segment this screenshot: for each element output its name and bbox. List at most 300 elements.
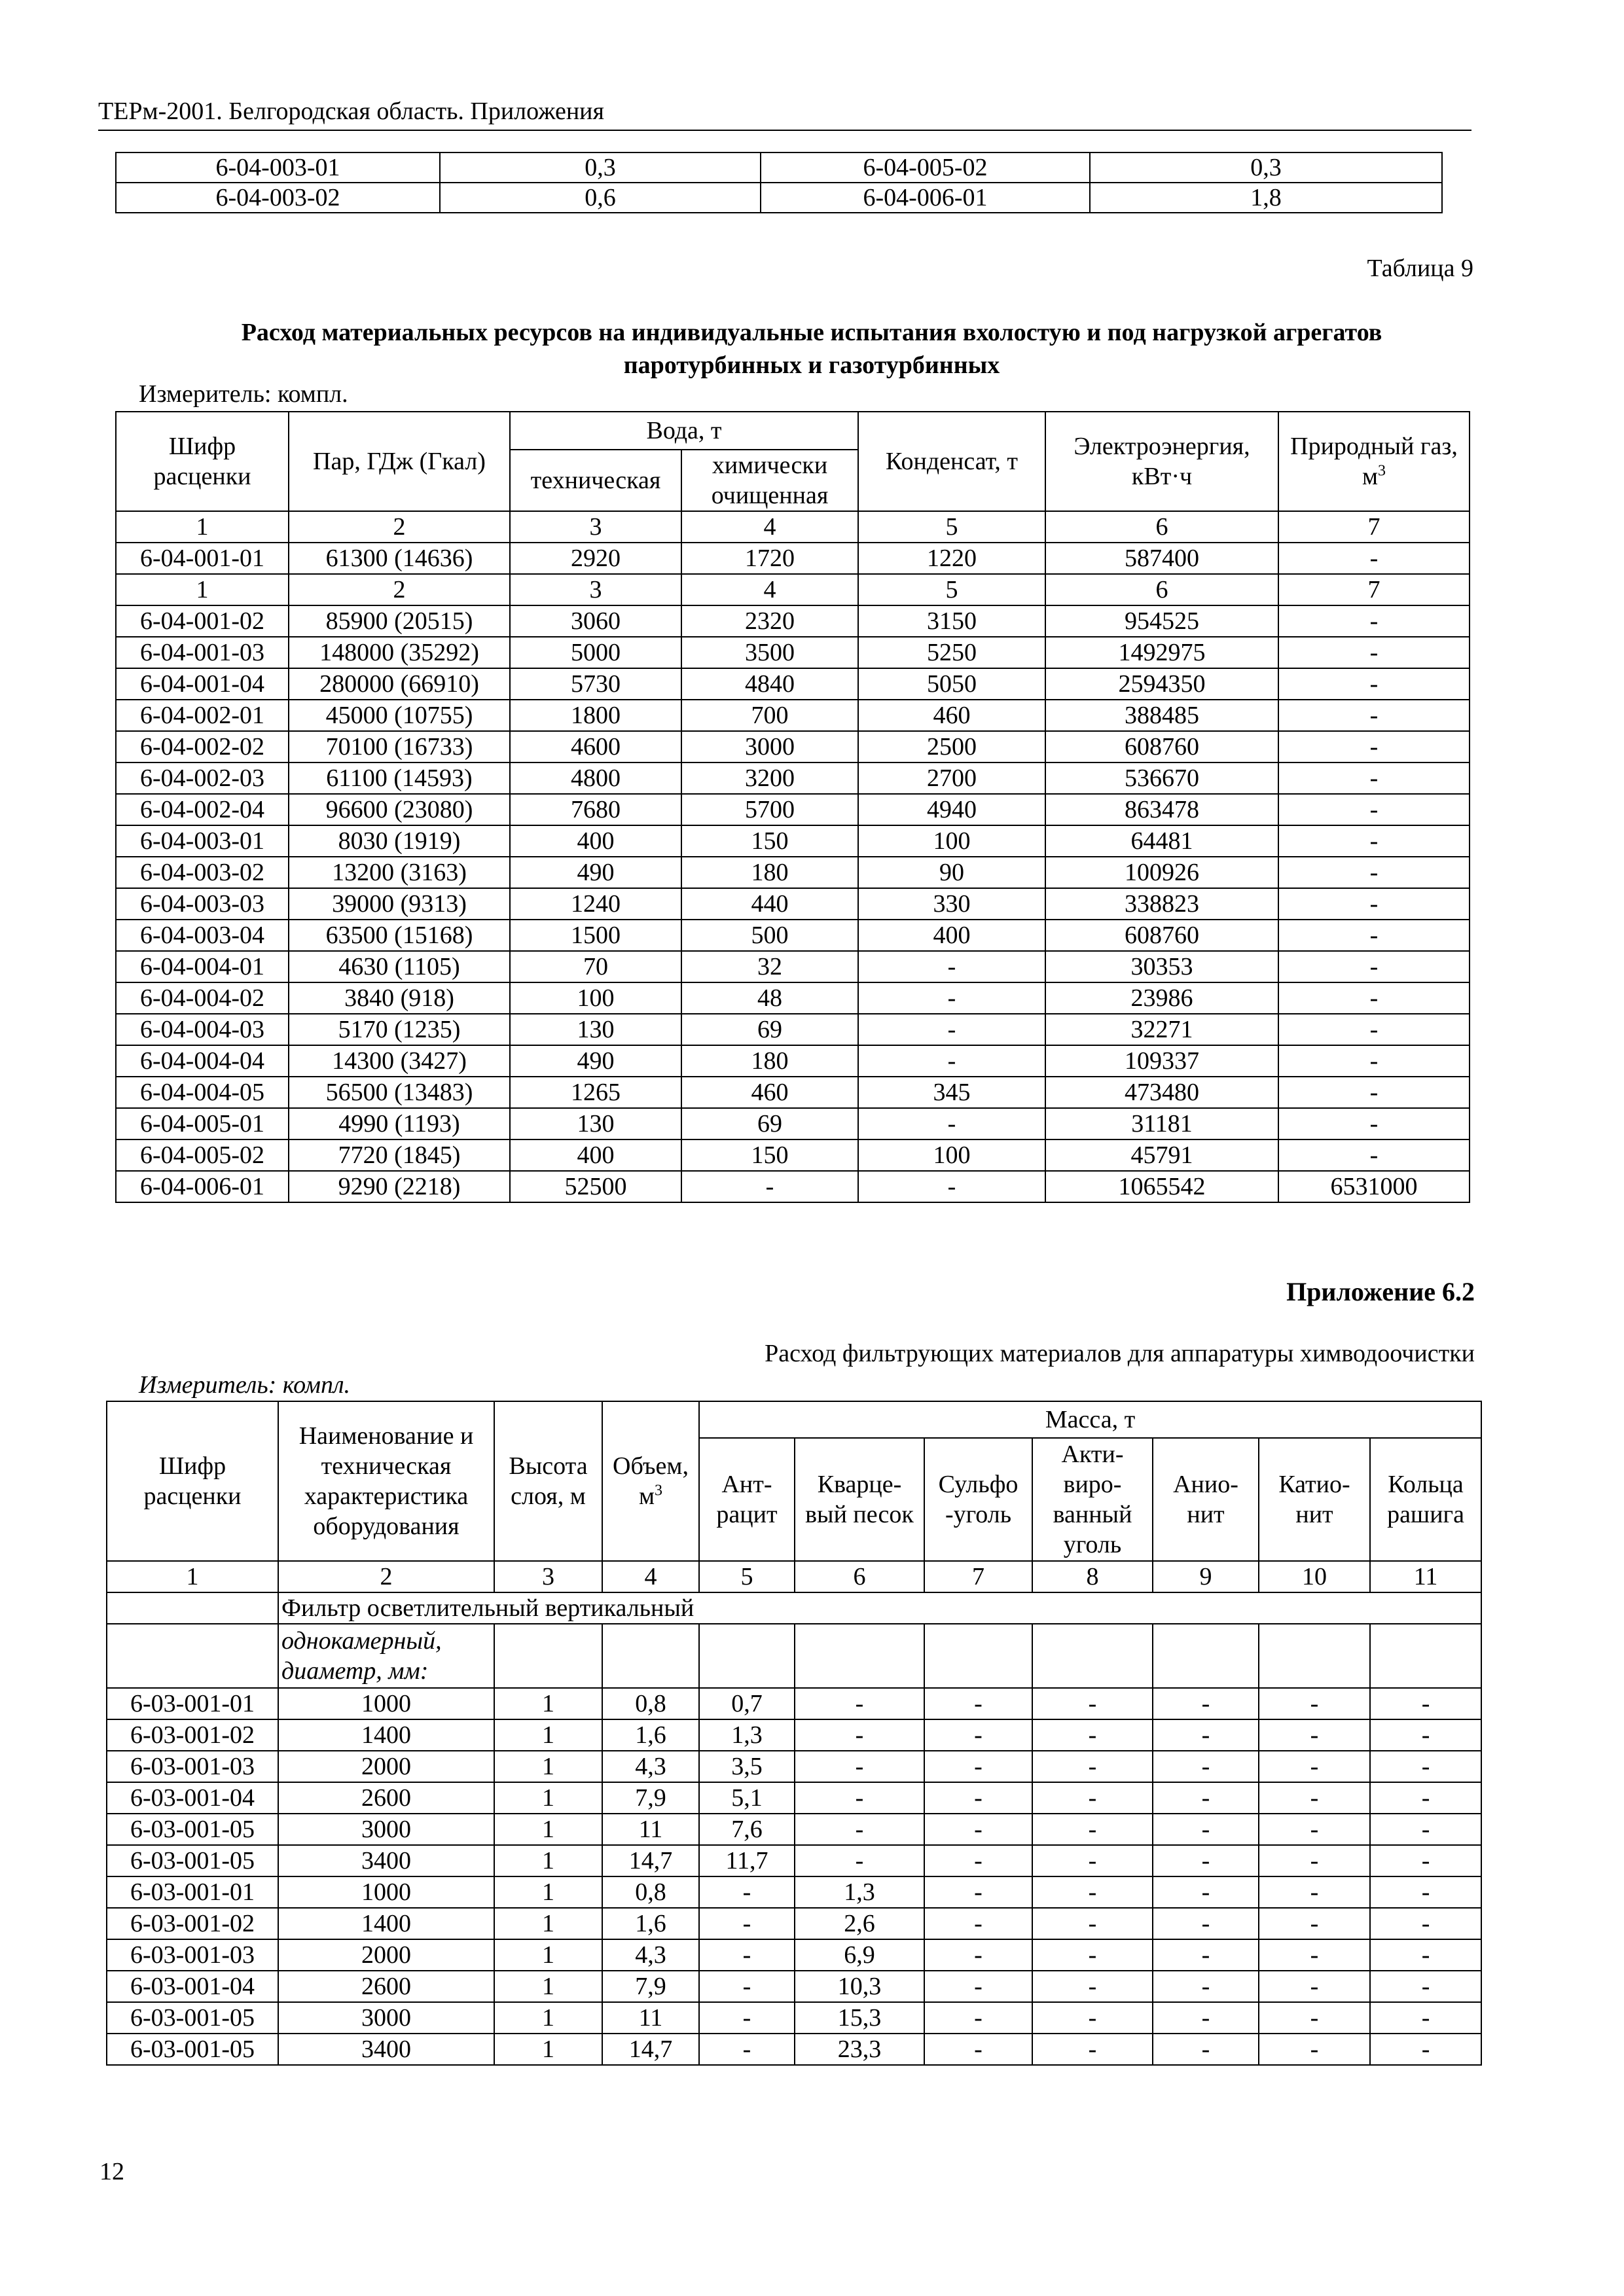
table-cell: 6,9 (795, 1939, 924, 1971)
table-row (116, 731, 1470, 762)
table-cell: 6-04-001-01 (116, 543, 289, 574)
table-cell: 7720 (1845) (289, 1139, 510, 1171)
section-empty-cell (1032, 1624, 1153, 1688)
table-row (107, 1939, 1481, 1971)
table-cell: 13200 (3163) (289, 857, 510, 888)
header-rule (98, 130, 1471, 131)
table-cell: 3,5 (699, 1751, 795, 1782)
section-empty-cell (795, 1624, 924, 1688)
table-cell: 490 (510, 1045, 681, 1077)
table-cell: - (924, 1908, 1032, 1939)
table-cell: - (1259, 1751, 1370, 1782)
table-cell: 1220 (858, 543, 1045, 574)
table-cell: 32271 (1045, 1014, 1278, 1045)
table-cell: 3400 (278, 1845, 494, 1876)
table-cell: 45791 (1045, 1139, 1278, 1171)
table-cell: 1,8 (1090, 183, 1442, 213)
table-cell: 6-03-001-05 (107, 2034, 278, 2065)
table-cell: - (1278, 605, 1470, 637)
table-cell: - (924, 2002, 1032, 2034)
table-cell: 4,3 (602, 1751, 699, 1782)
table-cell: 180 (681, 857, 858, 888)
table-cell: 1800 (510, 700, 681, 731)
table-cell: - (1259, 2034, 1370, 2065)
table-cell: - (1153, 1939, 1259, 1971)
table-cell: - (1259, 1876, 1370, 1908)
table-cell: 2000 (278, 1751, 494, 1782)
table-cell: - (858, 1045, 1045, 1077)
table-cell: 2500 (858, 731, 1045, 762)
table-cell: 4 (681, 574, 858, 605)
table-cell: 460 (681, 1077, 858, 1108)
table-cell: 6-04-004-03 (116, 1014, 289, 1045)
table-cell: 1492975 (1045, 637, 1278, 668)
table-cell: 6-03-001-04 (107, 1971, 278, 2002)
header-raschig: Кольца рашига (1370, 1438, 1481, 1561)
table-cell: 61100 (14593) (289, 762, 510, 794)
table-cell: 61300 (14636) (289, 543, 510, 574)
table-cell: - (924, 2034, 1032, 2065)
table-cell: 6 (1045, 511, 1278, 543)
table-cell: 5 (699, 1561, 795, 1592)
table-cell: 1000 (278, 1688, 494, 1719)
table-cell: 1 (494, 1751, 602, 1782)
table-cell: - (1032, 1814, 1153, 1845)
table-cell: - (795, 1782, 924, 1814)
table-cell: 15,3 (795, 2002, 924, 2034)
table-cell: 6-04-002-02 (116, 731, 289, 762)
header-mass: Масса, т (699, 1401, 1481, 1438)
table-cell: 1,3 (795, 1876, 924, 1908)
table-cell: 7 (1278, 511, 1470, 543)
table-cell: 954525 (1045, 605, 1278, 637)
table-cell: 7 (1278, 574, 1470, 605)
table-cell: 7,9 (602, 1782, 699, 1814)
table-cell: - (858, 1171, 1045, 1202)
table-cell: - (1259, 1688, 1370, 1719)
table-row (116, 1014, 1470, 1045)
table-cell: 1 (116, 574, 289, 605)
table-cell: 863478 (1045, 794, 1278, 825)
table-row (116, 543, 1470, 574)
table-cell: - (1153, 1908, 1259, 1939)
header-name: Наименование и техническая характеристика оборудования (278, 1401, 494, 1561)
table-row (116, 605, 1470, 637)
table-cell: - (924, 1782, 1032, 1814)
table-cell: - (1032, 1751, 1153, 1782)
table-cell: - (1370, 1814, 1481, 1845)
table-title-line-1: Расход материальных ресурсов на индивидуальные испытания вхолостую и под нагрузкой агрегатов (241, 319, 1382, 346)
table-cell: 3200 (681, 762, 858, 794)
table-cell: 6-04-003-01 (116, 825, 289, 857)
table-cell: - (795, 1845, 924, 1876)
filter-materials-numbering (107, 1561, 1481, 1592)
table-cell: - (924, 1939, 1032, 1971)
table-cell: - (1032, 1939, 1153, 1971)
table-cell: - (1032, 1908, 1153, 1939)
table-cell: - (1278, 1139, 1470, 1171)
table-cell: 6-03-001-03 (107, 1751, 278, 1782)
section-note-line-2: диаметр, мм: (281, 1657, 429, 1685)
resources-table-body (116, 511, 1470, 1202)
table-cell: 4,3 (602, 1939, 699, 1971)
header-code: Шифр расценки (116, 412, 289, 511)
table-cell: - (858, 951, 1045, 982)
table-cell: 6-04-003-02 (116, 183, 440, 213)
table-cell: - (681, 1171, 858, 1202)
table-cell: - (858, 1108, 1045, 1139)
table-cell: 400 (510, 1139, 681, 1171)
appendix-title: Приложение 6.2 (1286, 1277, 1475, 1306)
table-cell: 587400 (1045, 543, 1278, 574)
table-cell: - (1370, 1845, 1481, 1876)
table-cell: 338823 (1045, 888, 1278, 920)
table-cell: 1,6 (602, 1908, 699, 1939)
table-cell: 6-03-001-02 (107, 1908, 278, 1939)
meter-label-2: Измеритель: компл. (139, 1371, 351, 1399)
table-cell: 6-04-004-05 (116, 1077, 289, 1108)
table-cell: - (1278, 700, 1470, 731)
table-cell: - (1278, 982, 1470, 1014)
table-cell: - (1278, 825, 1470, 857)
appendix-subtitle: Расход фильтрующих материалов для аппаратуры химводоочистки (765, 1340, 1475, 1367)
table-cell: - (1259, 1908, 1370, 1939)
table-cell: - (1032, 1688, 1153, 1719)
table-cell: 5,1 (699, 1782, 795, 1814)
table-cell: 2320 (681, 605, 858, 637)
table-row (116, 574, 1470, 605)
table-cell: 7680 (510, 794, 681, 825)
table-cell: 3 (494, 1561, 602, 1592)
table-cell: 608760 (1045, 920, 1278, 951)
header-water-chem: химически очищенная (681, 450, 858, 511)
running-header: ТЕРм-2001. Белгородская область. Приложения (98, 98, 604, 125)
table-cell: 180 (681, 1045, 858, 1077)
table-cell: - (1278, 543, 1470, 574)
table-cell: - (699, 2002, 795, 2034)
table-cell: - (1278, 857, 1470, 888)
table-cell: 4840 (681, 668, 858, 700)
table-cell: - (1370, 1782, 1481, 1814)
table-cell: - (1032, 2034, 1153, 2065)
table-cell: - (1153, 1688, 1259, 1719)
table-label: Таблица 9 (1367, 255, 1473, 282)
table-cell: 6-03-001-05 (107, 1845, 278, 1876)
table-cell: 6-04-003-02 (116, 857, 289, 888)
column-numbering-row (107, 1561, 1481, 1592)
resources-table-header (116, 412, 1470, 511)
table-cell: 3000 (278, 1814, 494, 1845)
table-cell: 6-03-001-01 (107, 1688, 278, 1719)
table-cell: 2594350 (1045, 668, 1278, 700)
table-cell: 10 (1259, 1561, 1370, 1592)
section-empty-cell (924, 1624, 1032, 1688)
table-cell: - (1370, 2002, 1481, 2034)
table-cell: 1400 (278, 1908, 494, 1939)
table-cell: - (1259, 1971, 1370, 2002)
table-cell: 1 (494, 1688, 602, 1719)
table-cell: - (1278, 637, 1470, 668)
table-cell: - (1153, 1814, 1259, 1845)
table-cell: - (699, 1971, 795, 2002)
table-cell: 69 (681, 1108, 858, 1139)
table-cell: 6-04-004-02 (116, 982, 289, 1014)
table-cell: - (1278, 794, 1470, 825)
table-cell: 100 (510, 982, 681, 1014)
table-cell: 1265 (510, 1077, 681, 1108)
table-cell: - (924, 1814, 1032, 1845)
table-cell: - (1370, 1688, 1481, 1719)
section-note (278, 1624, 494, 1688)
table-cell: 6-03-001-01 (107, 1876, 278, 1908)
table-cell: - (699, 1908, 795, 1939)
table-cell: 6-04-005-02 (116, 1139, 289, 1171)
table-cell: 31181 (1045, 1108, 1278, 1139)
table-cell: 3 (510, 574, 681, 605)
table-row (107, 1908, 1481, 1939)
table-row (107, 1814, 1481, 1845)
header-gas-text: Природный газ, м (1290, 433, 1458, 490)
table-cell: 3500 (681, 637, 858, 668)
table-cell: 70100 (16733) (289, 731, 510, 762)
table-cell: - (1370, 2034, 1481, 2065)
continuation-table-body (116, 152, 1442, 213)
meter-label: Измеритель: компл. (139, 380, 348, 408)
table-row (116, 1108, 1470, 1139)
table-cell: - (1278, 888, 1470, 920)
header-gas (1278, 412, 1470, 511)
table-cell: 1 (116, 511, 289, 543)
table-cell: - (699, 1939, 795, 1971)
table-cell: - (1153, 2002, 1259, 2034)
table-cell: 11 (602, 2002, 699, 2034)
table-row (116, 888, 1470, 920)
table-cell: 440 (681, 888, 858, 920)
table-cell: 2 (289, 511, 510, 543)
table-row (116, 637, 1470, 668)
table-cell: 1 (494, 1876, 602, 1908)
table-cell: 4990 (1193) (289, 1108, 510, 1139)
table-cell: 1 (494, 1814, 602, 1845)
table-cell: 6-04-005-01 (116, 1108, 289, 1139)
table-cell: 100926 (1045, 857, 1278, 888)
table-cell: 150 (681, 1139, 858, 1171)
table-cell: 2,6 (795, 1908, 924, 1939)
table-cell: 52500 (510, 1171, 681, 1202)
table-cell: - (1153, 1751, 1259, 1782)
resources-table (115, 411, 1470, 1203)
table-cell: 500 (681, 920, 858, 951)
table-row (116, 700, 1470, 731)
table-cell: 2000 (278, 1939, 494, 1971)
header-steam: Пар, ГДж (Гкал) (289, 412, 510, 511)
table-cell: - (795, 1688, 924, 1719)
table-cell: 7,9 (602, 1971, 699, 2002)
table-cell: 6-04-002-01 (116, 700, 289, 731)
table-cell: 6-03-001-04 (107, 1782, 278, 1814)
table-cell: 0,3 (440, 152, 761, 183)
section-empty-cell (1370, 1624, 1481, 1688)
table-cell: - (1259, 1782, 1370, 1814)
table-cell: - (1153, 1845, 1259, 1876)
table-cell: 700 (681, 700, 858, 731)
table-cell: 39000 (9313) (289, 888, 510, 920)
table-row (107, 1719, 1481, 1751)
table-cell: 2700 (858, 762, 1045, 794)
table-cell: 6-04-006-01 (761, 183, 1090, 213)
table-cell: 0,8 (602, 1876, 699, 1908)
table-row (116, 920, 1470, 951)
table-cell: 148000 (35292) (289, 637, 510, 668)
table-cell: - (1259, 1939, 1370, 1971)
table-cell: - (1032, 1782, 1153, 1814)
table-cell: 6-03-001-05 (107, 1814, 278, 1845)
filter-materials-body (107, 1688, 1481, 2065)
table-cell: 1400 (278, 1719, 494, 1751)
table-cell: 85900 (20515) (289, 605, 510, 637)
table-cell: 6-04-003-01 (116, 152, 440, 183)
table-cell: 345 (858, 1077, 1045, 1108)
table-cell: 5700 (681, 794, 858, 825)
table-cell: 6-04-004-01 (116, 951, 289, 982)
table-cell: - (1278, 951, 1470, 982)
table-cell: 8030 (1919) (289, 825, 510, 857)
section-empty-cell (699, 1624, 795, 1688)
table-cell: 4940 (858, 794, 1045, 825)
table-cell: - (795, 1751, 924, 1782)
table-cell: 6-04-003-03 (116, 888, 289, 920)
table-row (107, 1688, 1481, 1719)
table-row (116, 825, 1470, 857)
filter-materials-table-header (107, 1401, 1481, 1561)
table-cell: - (1259, 1845, 1370, 1876)
table-cell: 1065542 (1045, 1171, 1278, 1202)
table-row (116, 951, 1470, 982)
table-cell: - (1278, 1045, 1470, 1077)
table-cell: 6-04-004-04 (116, 1045, 289, 1077)
table-cell: 9290 (2218) (289, 1171, 510, 1202)
table-cell: 30353 (1045, 951, 1278, 982)
table-cell: 8 (1032, 1561, 1153, 1592)
table-cell: - (1278, 731, 1470, 762)
table-row (116, 1077, 1470, 1108)
table-row (107, 1751, 1481, 1782)
table-cell: 6 (1045, 574, 1278, 605)
table-cell: 1 (494, 1908, 602, 1939)
table-cell: 0,6 (440, 183, 761, 213)
table-cell: 3000 (278, 2002, 494, 2034)
table-cell: - (1032, 1876, 1153, 1908)
header-volume (602, 1401, 699, 1561)
table-row (116, 152, 1442, 183)
table-cell: 490 (510, 857, 681, 888)
table-cell: - (924, 1845, 1032, 1876)
table-cell: 14,7 (602, 1845, 699, 1876)
table-cell: 48 (681, 982, 858, 1014)
table-cell: 400 (510, 825, 681, 857)
table-cell: 130 (510, 1108, 681, 1139)
table-cell: 70 (510, 951, 681, 982)
table-cell: 3150 (858, 605, 1045, 637)
table-cell: 1,6 (602, 1719, 699, 1751)
table-cell: 536670 (1045, 762, 1278, 794)
table-cell: - (1032, 1719, 1153, 1751)
header-code: Шифр расценки (107, 1401, 278, 1561)
section-empty-cell (1259, 1624, 1370, 1688)
table-row (107, 1876, 1481, 1908)
header-electricity: Электроэнергия, кВт·ч (1045, 412, 1278, 511)
table-cell: 45000 (10755) (289, 700, 510, 731)
table-cell: 6531000 (1278, 1171, 1470, 1202)
table-cell: - (924, 1971, 1032, 2002)
table-cell: 4800 (510, 762, 681, 794)
table-row (107, 2002, 1481, 2034)
table-cell: 6-04-001-02 (116, 605, 289, 637)
filter-materials-section (107, 1592, 1481, 1688)
table-cell: 5050 (858, 668, 1045, 700)
table-cell: 1,3 (699, 1719, 795, 1751)
table-cell: 109337 (1045, 1045, 1278, 1077)
table-title (151, 316, 1473, 382)
table-cell: - (1153, 1719, 1259, 1751)
page-number: 12 (99, 2158, 124, 2185)
section-empty-cell (107, 1592, 278, 1624)
section-note-line-1: однокамерный, (281, 1627, 442, 1655)
table-cell: 6-04-001-04 (116, 668, 289, 700)
table-cell: 330 (858, 888, 1045, 920)
header-anthracite: Ант- рацит (699, 1438, 795, 1561)
table-cell: 1 (494, 1939, 602, 1971)
header-condensate: Конденсат, т (858, 412, 1045, 511)
table-cell: - (1278, 920, 1470, 951)
table-cell: 5000 (510, 637, 681, 668)
table-cell: 0,8 (602, 1688, 699, 1719)
table-row (107, 1971, 1481, 2002)
table-cell: - (1370, 1939, 1481, 1971)
table-cell: 4600 (510, 731, 681, 762)
table-cell: 130 (510, 1014, 681, 1045)
table-cell: 6-04-002-04 (116, 794, 289, 825)
table-cell: - (924, 1688, 1032, 1719)
table-cell: - (858, 1014, 1045, 1045)
table-cell: 14300 (3427) (289, 1045, 510, 1077)
section-title: Фильтр осветлительный вертикальный (278, 1592, 1481, 1624)
table-cell: - (1153, 1782, 1259, 1814)
table-cell: 11,7 (699, 1845, 795, 1876)
header-gas-sup: 3 (1378, 462, 1386, 480)
header-cationite: Катио- нит (1259, 1438, 1370, 1561)
header-sulfocoal: Сульфо -уголь (924, 1438, 1032, 1561)
table-cell: 6-04-003-04 (116, 920, 289, 951)
table-cell: 7 (924, 1561, 1032, 1592)
table-cell: 3400 (278, 2034, 494, 2065)
table-cell: - (924, 1719, 1032, 1751)
table-cell: 1 (494, 2034, 602, 2065)
table-cell: - (1370, 1751, 1481, 1782)
section-empty-cell (1153, 1624, 1259, 1688)
table-cell: - (1370, 1971, 1481, 2002)
table-cell: 14,7 (602, 2034, 699, 2065)
table-cell: 6-03-001-02 (107, 1719, 278, 1751)
table-cell: 32 (681, 951, 858, 982)
table-cell: - (858, 982, 1045, 1014)
header-volume-sup: 3 (655, 1482, 663, 1499)
table-cell: 3840 (918) (289, 982, 510, 1014)
table-cell: 56500 (13483) (289, 1077, 510, 1108)
table-cell: - (924, 1876, 1032, 1908)
table-cell: 1720 (681, 543, 858, 574)
section-empty-cell (494, 1624, 602, 1688)
